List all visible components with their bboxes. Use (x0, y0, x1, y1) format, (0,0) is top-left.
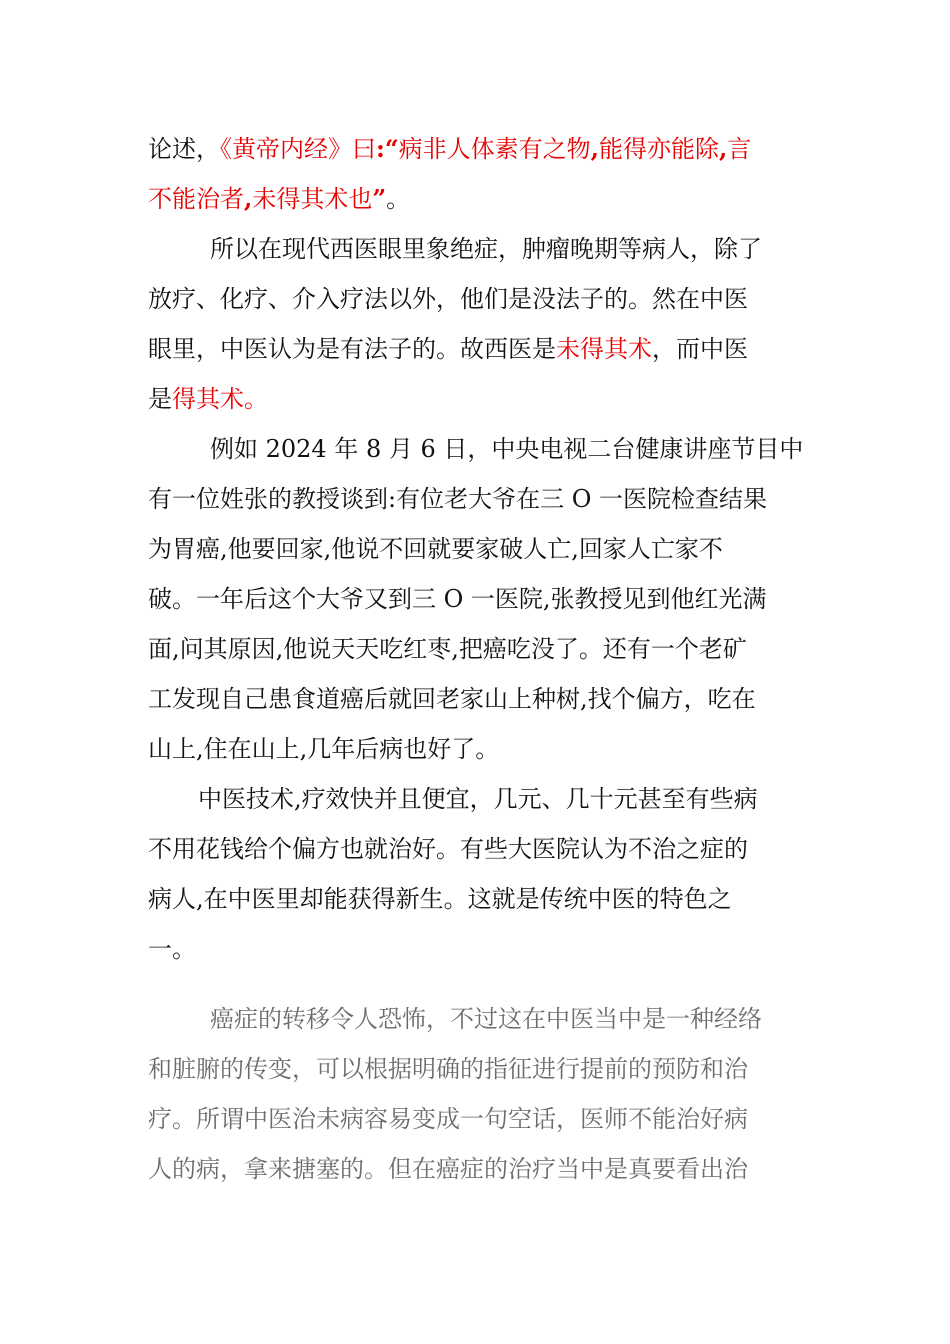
quote-text-red: 未得其术也 (252, 185, 373, 213)
paragraph-3-line-7: 山上,住在山上,几年后病也好了。 (148, 735, 500, 763)
paragraph-5-line-1: 癌症的转移令人恐怖，不过这在中医当中是一种经络 (210, 1005, 762, 1033)
quote-mark: ” (372, 184, 387, 213)
paragraph-1-line-2 (148, 184, 410, 214)
paragraph-4-line-4: 一。 (148, 935, 196, 963)
quote-comma: , (590, 134, 600, 163)
text-span: ，而中医 (652, 335, 748, 363)
quote-comma: , (244, 184, 253, 213)
paragraph-3-line-4: 破。一年后这个大爷又到三 O 一医院,张教授见到他红光满 (148, 585, 767, 613)
quote-comma: , (719, 134, 728, 163)
paragraph-4-line-1: 中医技术,疗效快并且便宜，几元、几十元甚至有些病 (198, 785, 758, 813)
quote-text-red: 能得亦能除 (599, 135, 720, 163)
quote-source-red: 《黄帝内经》曰 (220, 135, 376, 163)
paragraph-3-line-6: 工发现自己患食道癌后就回老家山上种树,找个偏方，吃在 (148, 685, 756, 713)
paragraph-1-line-1 (148, 134, 751, 164)
text-span: 论述， (148, 135, 220, 163)
quote-text-red: 病非人体素有之物 (398, 135, 591, 163)
paragraph-2-line-4 (148, 384, 268, 414)
paragraph-3-line-1: 例如 2024 年 8 月 6 日，中央电视二台健康讲座节目中 (210, 435, 804, 463)
paragraph-3-line-5: 面,问其原因,他说天天吃红枣,把癌吃没了。还有一个老矿 (148, 635, 747, 663)
highlight-red: 未得其术 (556, 335, 652, 363)
paragraph-2-line-3 (148, 334, 748, 364)
quote-mark: :“ (376, 134, 399, 163)
paragraph-3-line-2: 有一位姓张的教授谈到:有位老大爷在三 O 一医院检查结果 (148, 485, 768, 513)
paragraph-5-line-3: 疗。所谓中医治未病容易变成一句空话，医师不能治好病 (148, 1105, 748, 1133)
paragraph-3-line-3: 为胃癌,他要回家,他说不回就要家破人亡,回家人亡家不 (148, 535, 723, 563)
paragraph-4-line-2: 不用花钱给个偏方也就治好。有些大医院认为不治之症的 (148, 835, 748, 863)
paragraph-5-line-2: 和脏腑的传变，可以根据明确的指征进行提前的预防和治 (148, 1055, 748, 1083)
text-span: 。 (386, 185, 411, 213)
quote-text-red: 言 (727, 135, 752, 163)
text-span: 是 (148, 385, 172, 413)
text-span: 眼里，中医认为是有法子的。故西医是 (148, 335, 556, 363)
paragraph-2-line-2: 放疗、化疗、介入疗法以外，他们是没法子的。然在中医 (148, 285, 748, 313)
quote-text-red: 不能治者 (148, 185, 244, 213)
highlight-red: 得其术 (172, 385, 244, 413)
highlight-red: 。 (244, 385, 268, 413)
paragraph-5-line-4: 人的病，拿来搪塞的。但在癌症的治疗当中是真要看出治 (148, 1155, 748, 1183)
paragraph-4-line-3: 病人,在中医里却能获得新生。这就是传统中医的特色之 (148, 885, 732, 913)
paragraph-2-line-1: 所以在现代西医眼里象绝症，肿瘤晚期等病人，除了 (210, 235, 762, 263)
